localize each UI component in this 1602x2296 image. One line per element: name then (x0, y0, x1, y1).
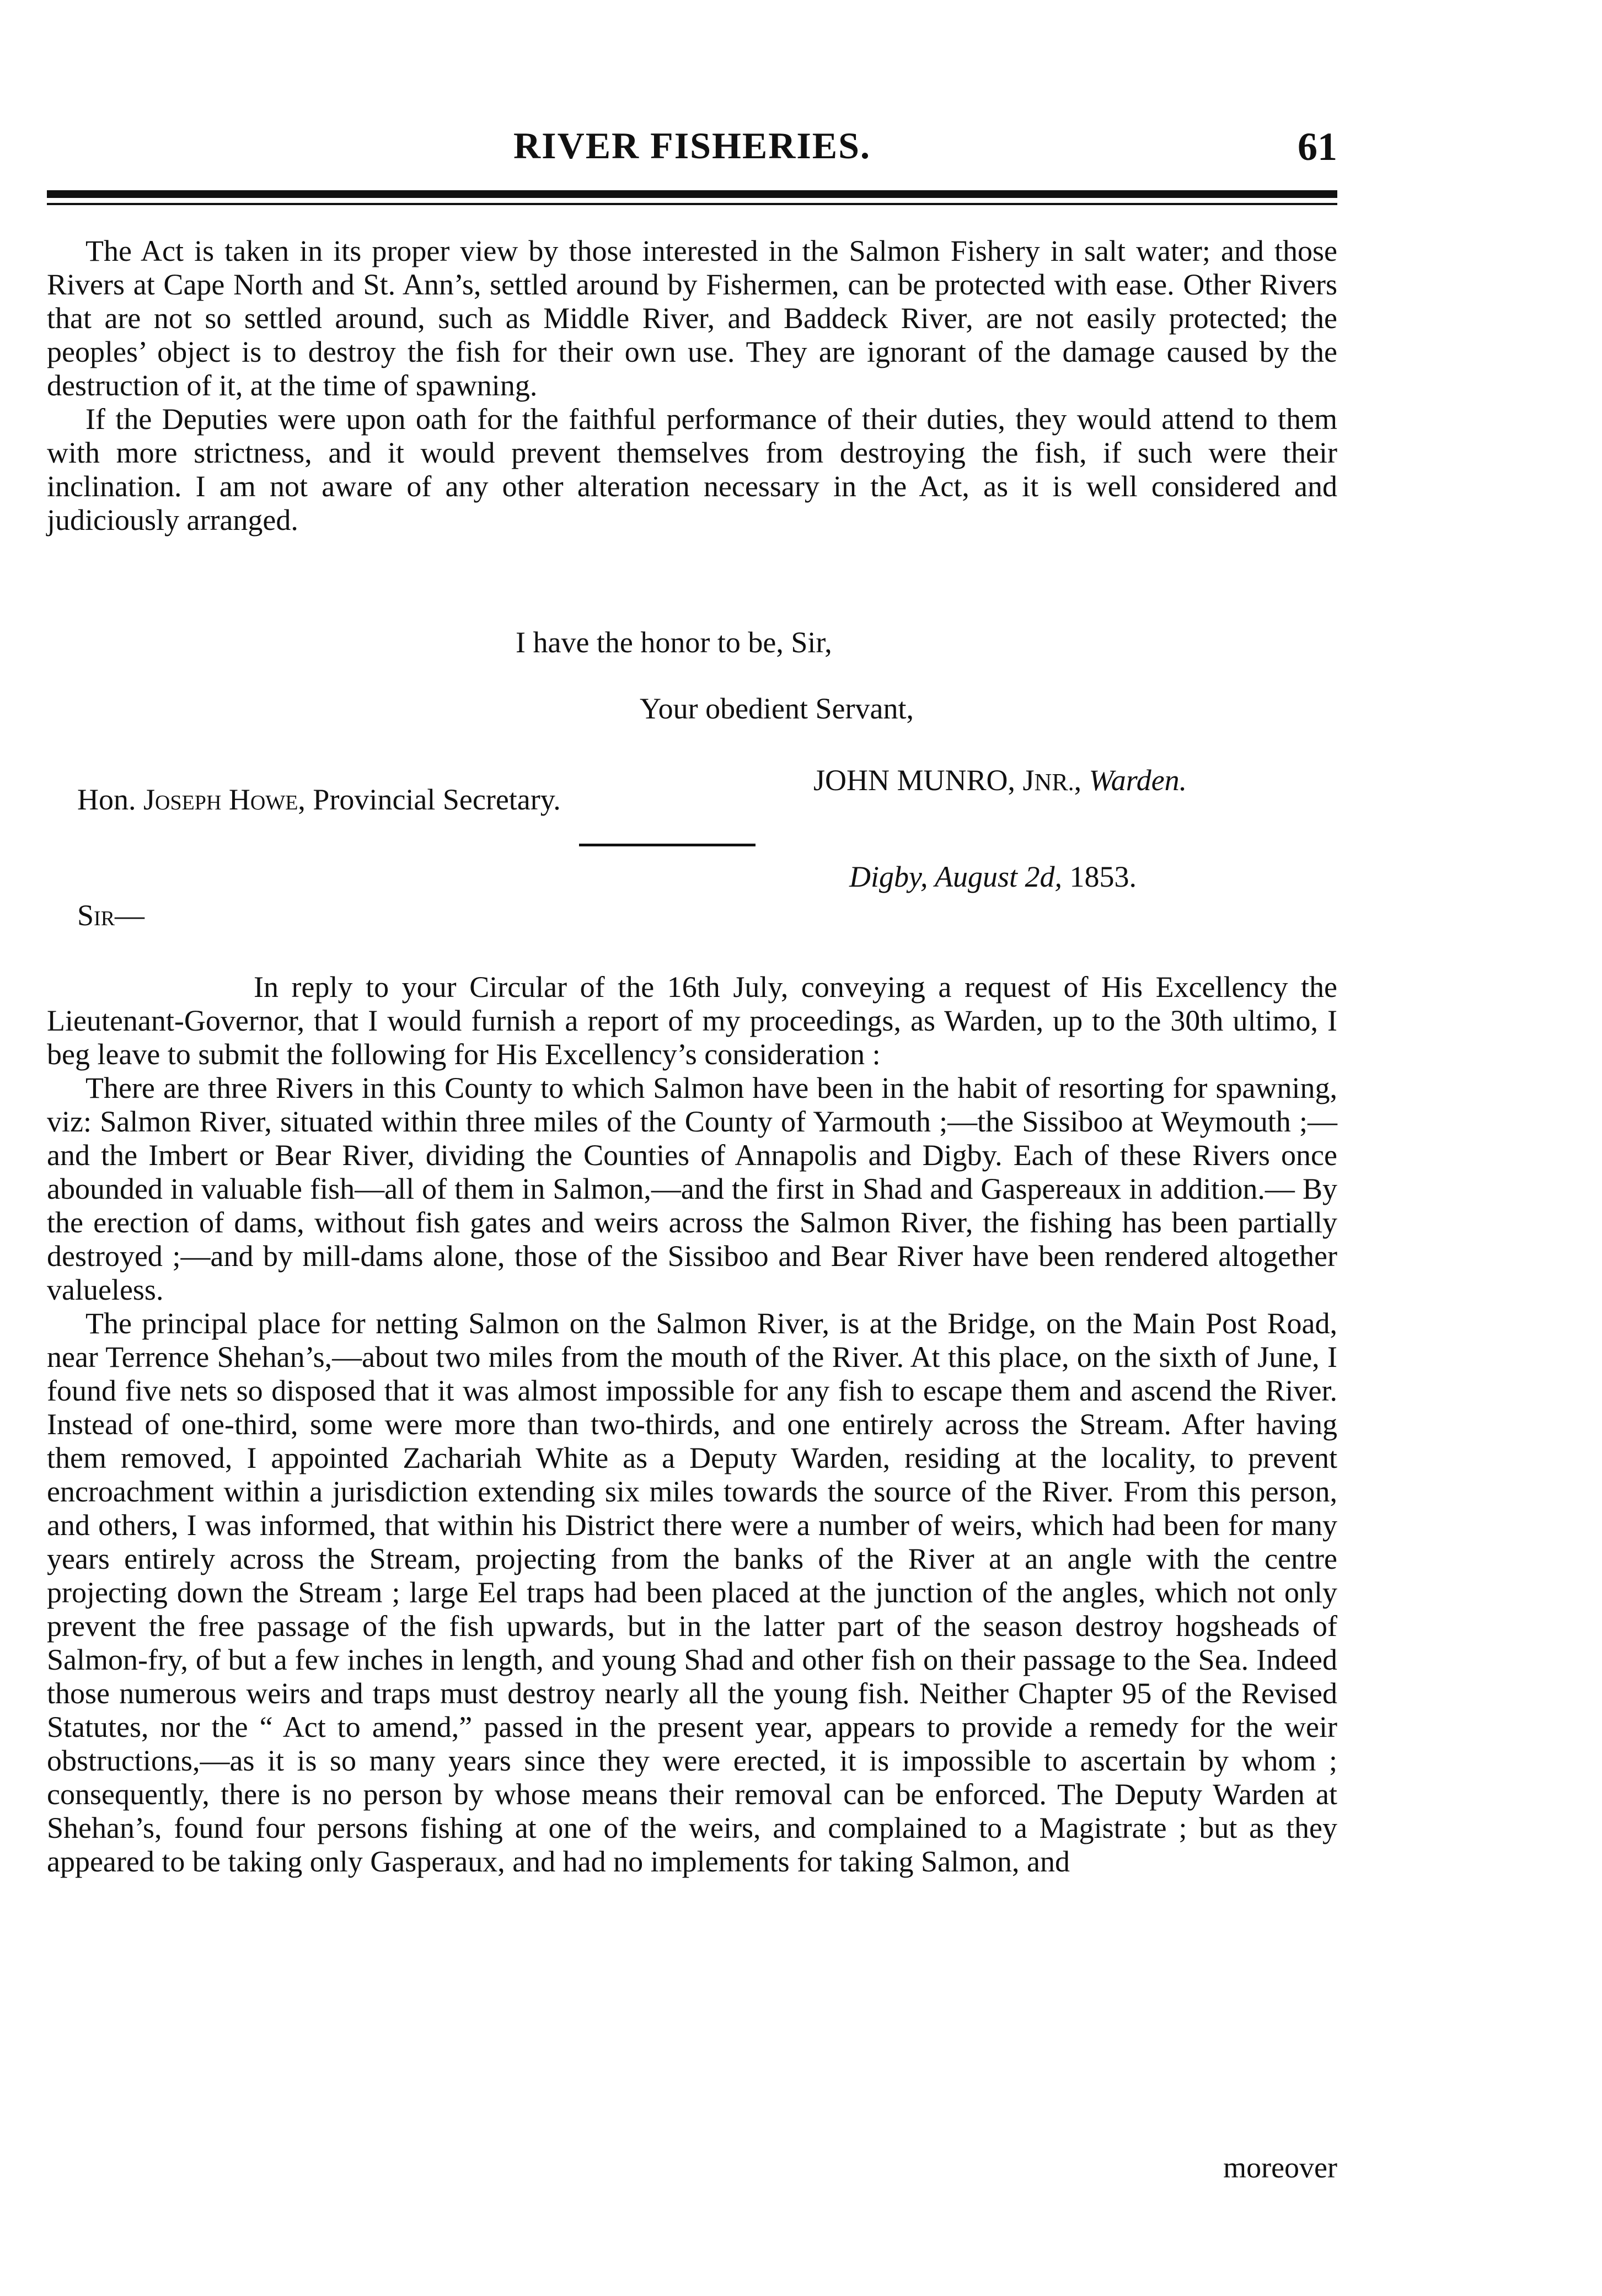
letter-2-paragraph-1: In reply to your Circular of the 16th July, conveying a request of His Excellency the Lieutenant-Governor, that I would furnish a report of my proceedings, as Warden, up to the 30th ultimo, I beg leave to submit the following for His Excellency’s consideration : (47, 970, 1337, 1071)
header-rule-thick (47, 190, 1337, 198)
salutation-first: S (77, 899, 94, 932)
catchword: moreover (1223, 2151, 1337, 2184)
addressee-mid: H (221, 783, 250, 816)
signature: JOHN MUNRO, JNR., Warden. (813, 764, 1187, 797)
letter-1-body (47, 234, 1337, 537)
letter-2-body (47, 970, 1337, 1879)
place-date-text: Digby, August 2d, (849, 860, 1063, 893)
salutation (77, 899, 144, 932)
closing-honor: I have the honor to be, Sir, (516, 626, 832, 659)
addressee (77, 783, 561, 817)
page-number: 61 (1298, 125, 1337, 169)
place-date-year: 1853. (1069, 860, 1137, 893)
header-rule-thin (47, 203, 1337, 205)
signature-name: JOHN MUNRO, J (813, 764, 1035, 797)
signature-title: Warden. (1089, 764, 1187, 797)
closing-servant: Your obedient Servant, (640, 692, 914, 725)
addressee-prefix: Hon. J (77, 783, 156, 816)
letter-1-paragraph-2: If the Deputies were upon oath for the faithful performance of their duties, they would attend to them with more strictness, and it would prevent themselves from destroying the fish, if such were their inclination. I am not aware of any other alteration necessary in the Act, as it is well considered and judiciously arranged. (47, 403, 1337, 537)
addressee-rest: , Provincial Secretary. (298, 783, 561, 816)
salutation-dash: — (115, 899, 145, 932)
section-divider (579, 844, 756, 846)
letter-1-paragraph-1: The Act is taken in its proper view by those interested in the Salmon Fishery in salt water; and those Rivers at Cape North and St. Ann’s, settled around by Fishermen, can be protected with ease. Other Rivers that are not so settled around, such as Middle River, and Baddeck River, are not easily protected; the peoples’ object is to destroy the fish for their own use. They are ignorant of the damage caused by the destruction of it, at the time of spawning. (47, 234, 1337, 402)
signature-suffix: NR. (1034, 769, 1074, 796)
running-title: RIVER FISHERIES. (513, 125, 871, 167)
addressee-surname: owe (250, 783, 298, 816)
salutation-rest: ir (94, 899, 115, 932)
letter-2-paragraph-2: There are three Rivers in this County to which Salmon have been in the habit of resorting for spawning, viz: Salmon River, situated within three miles of the County of Yarmouth ;—the Sissiboo at Weymouth ;—and the Imbert or Bear River, dividing the Counties of Annapolis and Digby. Each of these Rivers once abounded in valuable fish—all of them in Salmon,—and the first in Shad and Gaspereaux in addition.— By the erection of dams, without fish gates and weirs across the Salmon River, the fishing has been partially destroyed ;—and by mill-dams alone, those of the Sissiboo and Bear River have been rendered altogether valueless. (47, 1071, 1337, 1306)
letter-2-paragraph-3: The principal place for netting Salmon on the Salmon River, is at the Bridge, on the Main Post Road, near Terrence Shehan’s,—about two miles from the mouth of the River. At this place, on the sixth of June, I found five nets so disposed that it was almost impossible for any fish to escape them and ascend the River. Instead of one-third, some were more than two-thirds, and one entirely across the Stream. After having them removed, I appointed Zachariah White as a Deputy Warden, residing at the locality, to prevent encroachment within a jurisdiction extending six miles towards the source of the River. From this person, and others, I was informed, that within his District there were a number of weirs, which had been for many years entirely across the Stream, projecting from the banks of the River at an angle with the centre projecting down the Stream ; large Eel traps had been placed at the junction of the angles, which not only prevent the free passage of the fish upwards, but in the latter part of the season destroy hogsheads of Salmon-fry, of but a few inches in length, and young Shad and other fish on their passage to the Sea. Indeed those numerous weirs and traps must destroy nearly all the young fish. Neither Chapter 95 of the Revised Statutes, nor the “ Act to amend,” passed in the present year, appears to provide a remedy for the weir obstructions,—as it is so many years since they were erected, it is impossible to ascertain by whom ; consequently, there is no person by whose means their removal can be enforced. The Deputy Warden at Shehan’s, found four persons fishing at one of the weirs, and complained to a Magistrate ; but as they appeared to be taking only Gasperaux, and had no implements for taking Salmon, and (47, 1307, 1337, 1878)
running-head (47, 124, 1337, 185)
addressee-name: oseph (155, 783, 222, 816)
place-date (849, 860, 1137, 894)
